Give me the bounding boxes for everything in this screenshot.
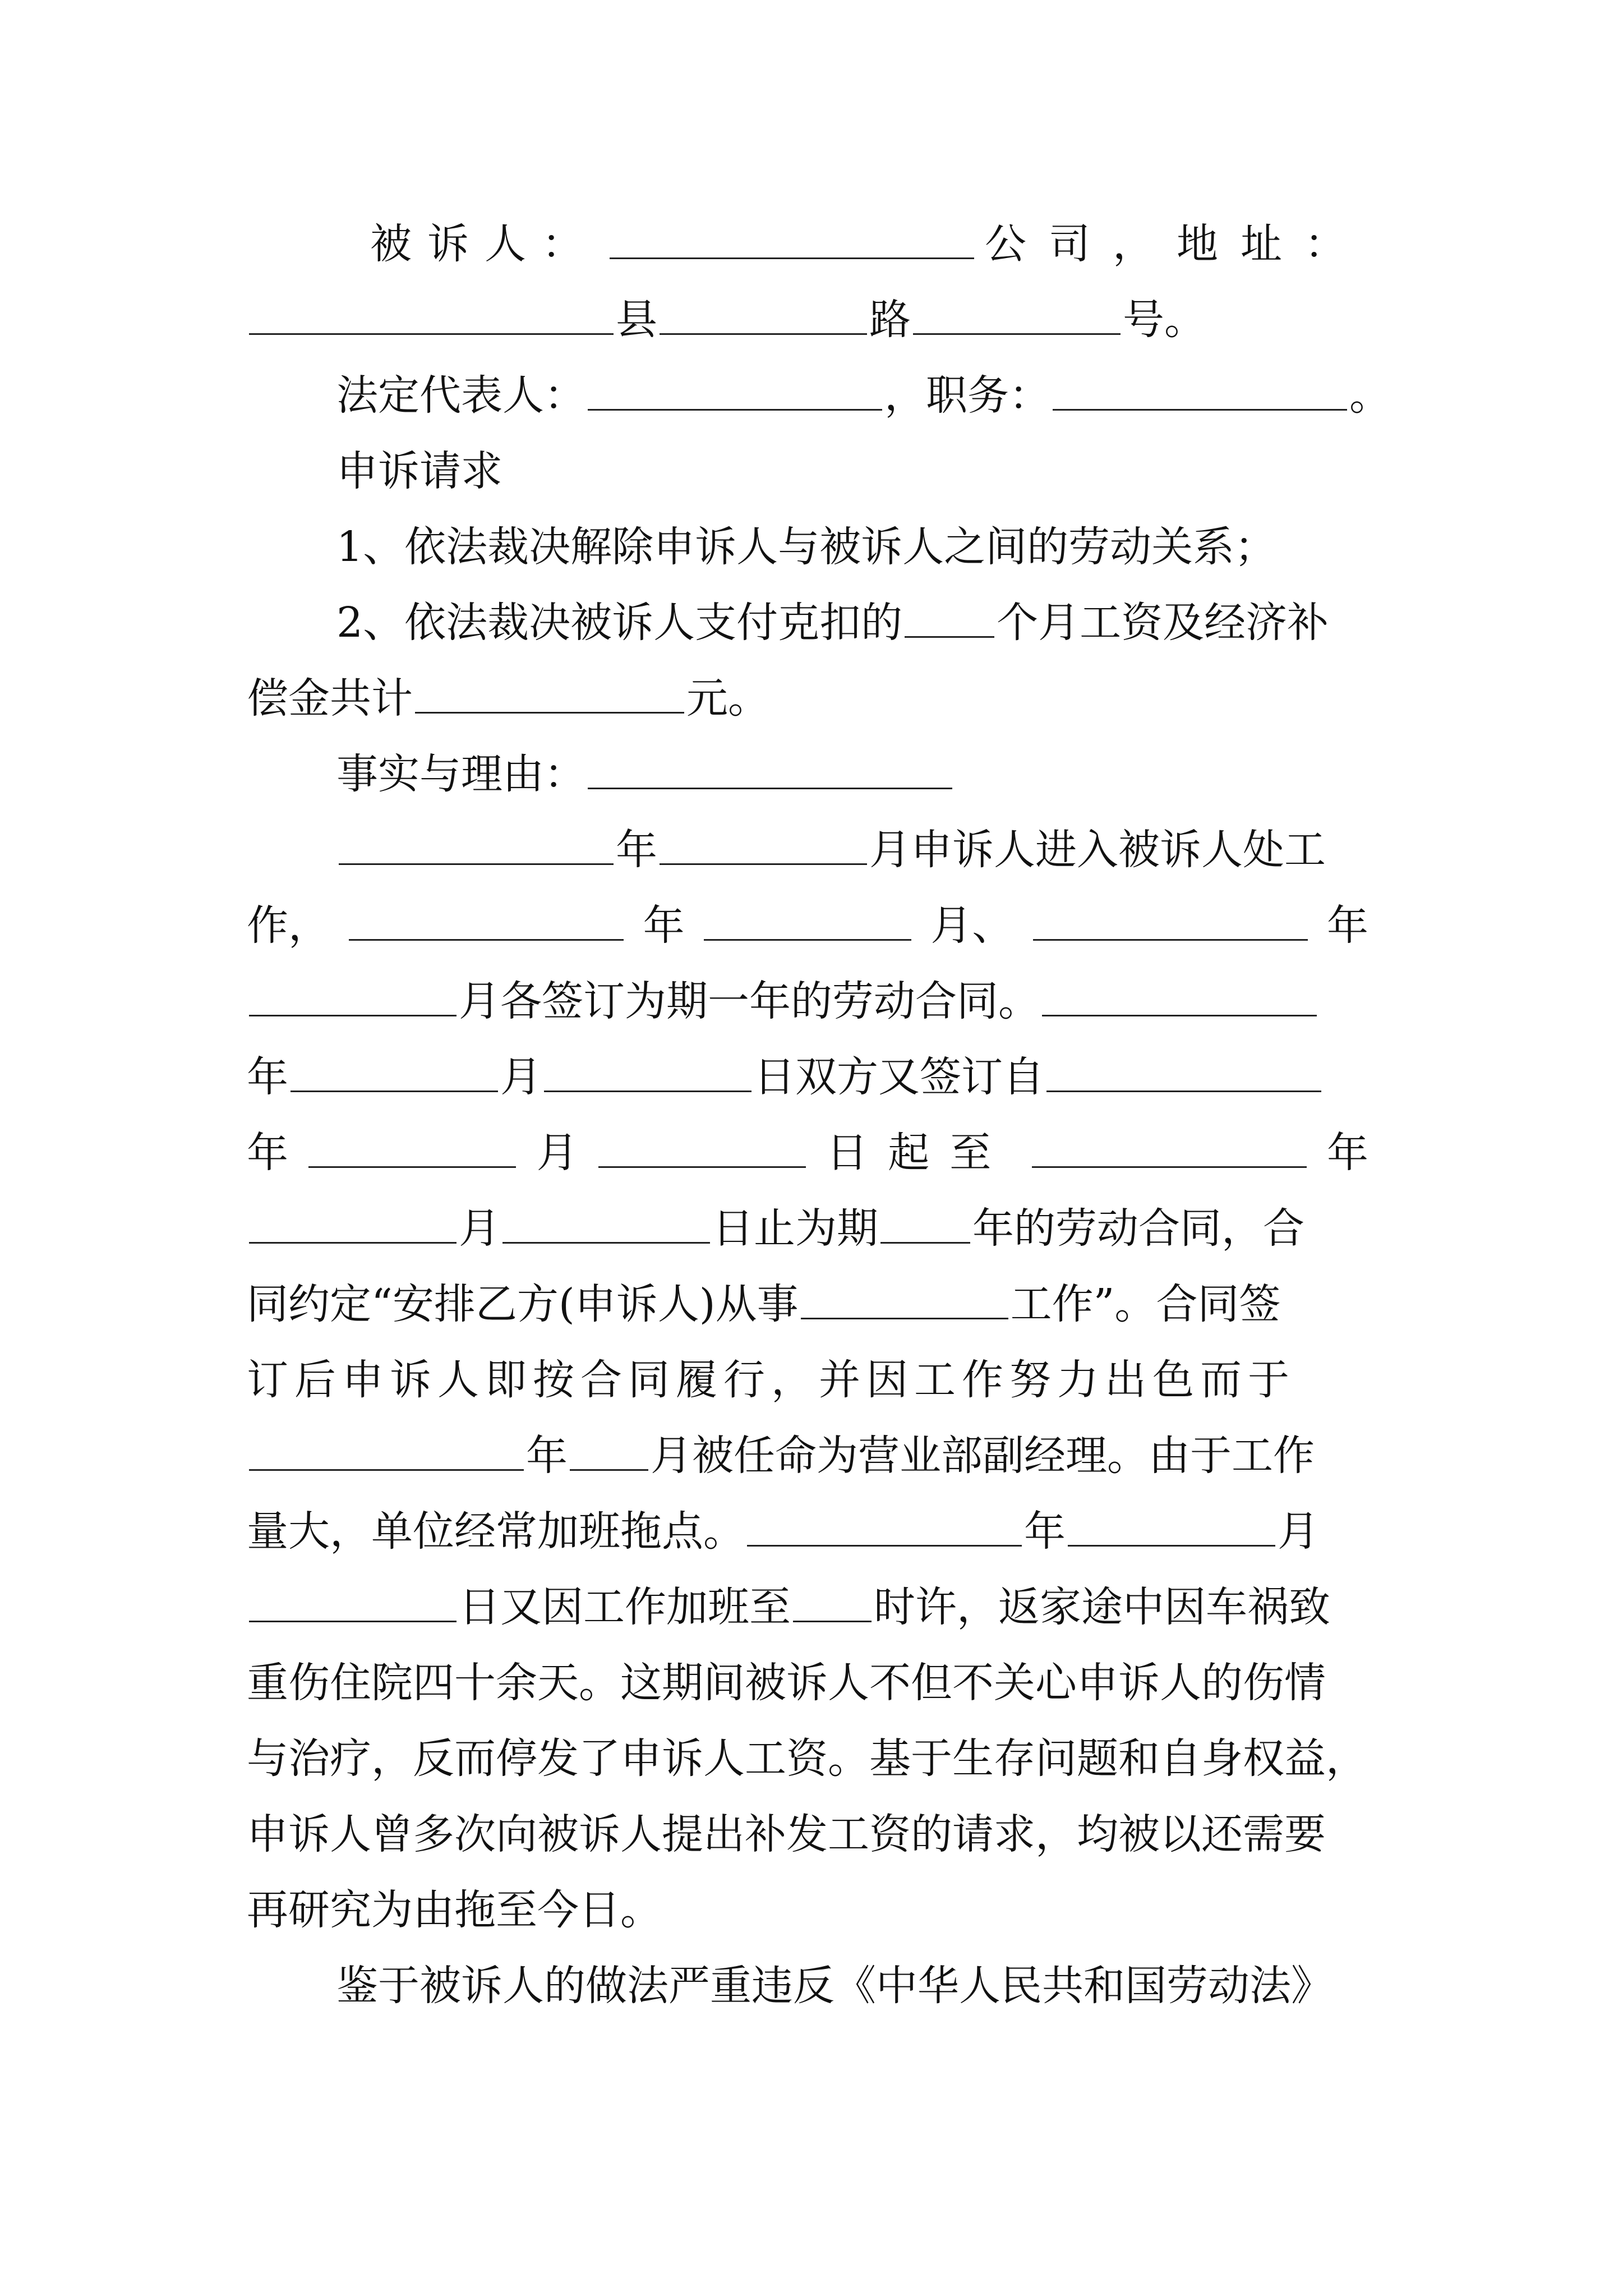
line-respondent <box>370 208 1368 280</box>
section-heading-claims <box>336 435 1458 508</box>
fill-in-blank <box>308 1131 516 1168</box>
text-segment: 鉴于被诉人的做法严重违反《中华人民共和国劳动法》 <box>336 1962 1332 2010</box>
line-address <box>247 283 1368 356</box>
fill-in-blank <box>349 904 624 941</box>
claim-2-text: 2、依法裁决被诉人支付克扣的 <box>336 599 903 647</box>
fill-in-blank <box>249 1434 524 1471</box>
position-label: ，职务： <box>884 371 1050 420</box>
text-segment: 月 <box>536 1129 578 1177</box>
text-segment: 年 <box>1326 901 1368 950</box>
fill-in-blank <box>544 1056 751 1092</box>
text-segment: 年 <box>616 826 657 874</box>
county-label: 县 <box>616 296 657 344</box>
section-heading-facts <box>336 738 1458 811</box>
text-segment: 量大，单位经常加班拖点。 <box>247 1507 745 1556</box>
fill-in-blank <box>249 980 457 1016</box>
facts-line-9 <box>247 1419 1368 1492</box>
text-segment: 月、 <box>930 901 1014 950</box>
facts-line-5 <box>247 1116 1368 1189</box>
claim-item-1 <box>336 510 1458 583</box>
text-segment: 年的劳动合同，合 <box>972 1204 1304 1253</box>
claim-2-text-cont: 个月工资及经济补 <box>997 599 1329 647</box>
text-segment: 日止为期 <box>712 1204 878 1253</box>
claims-heading: 申诉请求 <box>336 447 502 495</box>
claim-1-text: 1、依法裁决解除申诉人与被诉人之间的劳动关系； <box>336 523 1276 571</box>
text-segment: 时许，返家途中因车祸致 <box>874 1583 1330 1631</box>
text-segment: 再研究为由拖至今日。 <box>247 1886 662 1934</box>
respondent-label: 被诉人： <box>370 220 599 268</box>
fill-in-blank <box>1068 1510 1275 1547</box>
legal-rep-label: 法定代表人： <box>336 371 585 420</box>
text-segment: 月 <box>459 1204 500 1253</box>
text-segment: 订后申诉人即按合同履行，并因工作努力出色而于 <box>247 1356 1295 1404</box>
facts-line-3 <box>247 965 1368 1038</box>
line-legal-rep <box>336 359 1391 432</box>
text-segment: 年 <box>643 901 685 950</box>
facts-line-7 <box>247 1268 1368 1341</box>
claim-item-2-cont <box>247 662 1368 735</box>
text-segment: 月申诉人进入被诉人处工 <box>869 826 1326 874</box>
facts-line-8 <box>247 1343 1368 1416</box>
fill-in-blank <box>1042 980 1317 1016</box>
fill-in-blank <box>704 904 911 941</box>
text-segment: 同约定“安排乙方(申诉人)从事 <box>247 1280 799 1328</box>
facts-line-1 <box>336 813 1368 886</box>
compensation-label: 偿金共计 <box>247 674 413 723</box>
text-segment: 日双方又签订自 <box>754 1053 1044 1101</box>
yuan-label: 元。 <box>686 674 769 723</box>
facts-line-12 <box>247 1646 1368 1719</box>
text-segment: 年 <box>1024 1507 1066 1556</box>
facts-line-14 <box>247 1798 1368 1871</box>
text-segment: 月被任命为营业部副经理。由于工作 <box>651 1432 1315 1480</box>
fill-in-blank <box>249 1207 457 1244</box>
text-segment: 月 <box>1278 1507 1319 1556</box>
text-segment: 工作”。合同签 <box>1010 1280 1281 1328</box>
facts-blank <box>588 753 952 789</box>
facts-line-2 <box>247 889 1368 962</box>
text-segment: 月各签订为期一年的劳动合同。 <box>459 977 1040 1025</box>
fill-in-blank <box>1046 1056 1321 1092</box>
text-segment: 与治疗，反而停发了申诉人工资。基于生存问题和自身权益， <box>247 1734 1367 1783</box>
fill-in-blank <box>598 1131 806 1168</box>
fill-in-blank <box>291 1056 498 1092</box>
fill-in-blank <box>747 1510 1022 1547</box>
facts-line-10 <box>247 1495 1368 1568</box>
fill-in-blank <box>880 1207 970 1244</box>
facts-line-11 <box>247 1571 1368 1644</box>
text-segment: 月 <box>500 1053 542 1101</box>
facts-line-15 <box>247 1874 1368 1947</box>
fill-in-blank <box>249 1586 457 1622</box>
company-address-label: 公司，地址： <box>985 220 1368 268</box>
position-end: 。 <box>1349 371 1391 420</box>
number-label: 号。 <box>1123 296 1206 344</box>
text-segment: 重伤住院四十余天。这期间被诉人不但不关心申诉人的伤情 <box>247 1659 1326 1707</box>
text-segment: 年 <box>247 1053 288 1101</box>
text-segment: 年 <box>1326 1129 1368 1177</box>
address-blank <box>249 298 614 335</box>
number-blank <box>913 298 1121 335</box>
fill-in-blank <box>801 1283 1008 1319</box>
facts-line-4 <box>247 1041 1368 1114</box>
fill-in-blank <box>793 1586 872 1622</box>
fill-in-blank <box>1032 1131 1307 1168</box>
claim-item-2 <box>336 586 1368 659</box>
text-segment: 日又因工作加班至 <box>459 1583 791 1631</box>
legal-rep-blank <box>588 374 882 411</box>
facts-heading: 事实与理由： <box>336 750 585 798</box>
fill-in-blank <box>1033 904 1308 941</box>
company-name-blank <box>610 223 974 259</box>
conclusion-line-1 <box>336 1949 1391 2022</box>
position-blank <box>1053 374 1347 411</box>
facts-line-6 <box>247 1192 1368 1265</box>
fill-in-blank <box>660 829 867 865</box>
facts-line-13 <box>247 1722 1368 1795</box>
fill-in-blank <box>570 1434 648 1471</box>
text-segment: 年 <box>247 1129 288 1177</box>
text-segment: 申诉人曾多次向被诉人提出补发工资的请求，均被以还需要 <box>247 1810 1326 1858</box>
months-blank <box>905 601 994 638</box>
text-segment: 作， <box>247 901 330 950</box>
fill-in-blank <box>502 1207 710 1244</box>
fill-in-blank <box>339 829 614 865</box>
road-blank <box>660 298 867 335</box>
road-label: 路 <box>869 296 911 344</box>
text-segment: 年 <box>526 1432 568 1480</box>
text-segment: 日起至 <box>826 1129 1012 1177</box>
compensation-blank <box>415 677 684 714</box>
